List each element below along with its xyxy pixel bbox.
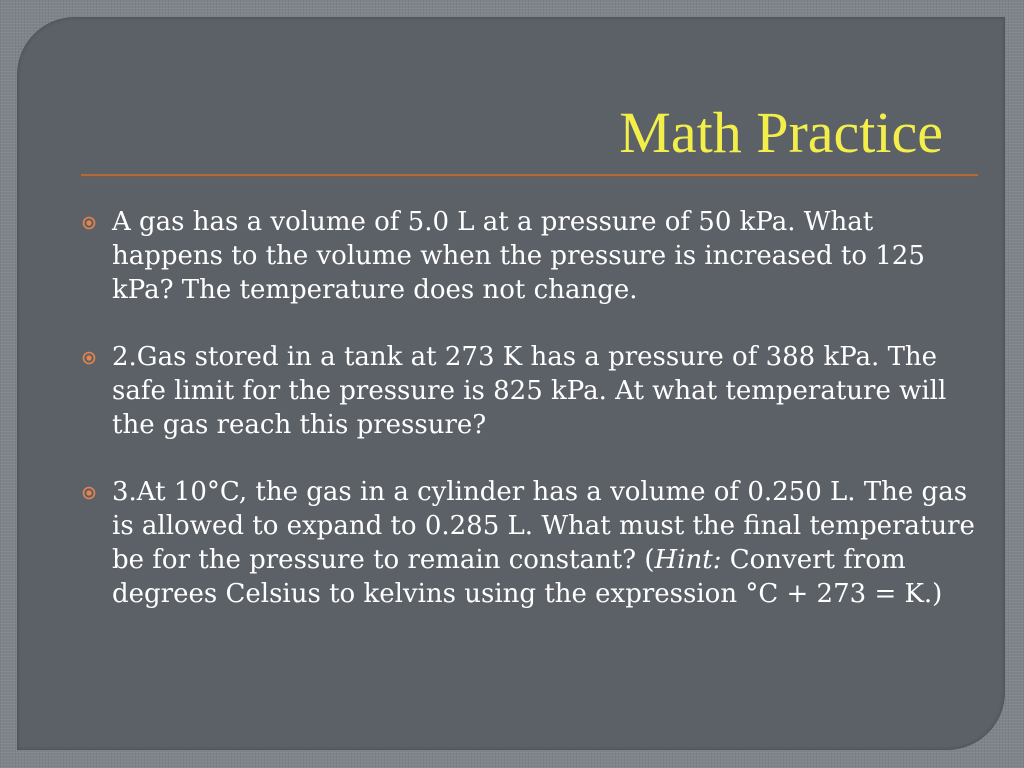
bullet-item-1 [77,205,982,307]
bullet-text-3-before: 3.At 10°C, the gas in a cylinder has a volume of 0.250 L. The gas is allowed to expand to 0.285 L. What must the final temperature be for the pressure to remain constant? ( [112,477,975,575]
slide-panel [17,17,1005,750]
bullet-text-2: 2.Gas stored in a tank at 273 K has a pressure of 388 kPa. The safe limit for the pressure is 825 kPa. At what temperature will the gas reach this pressure? [112,342,947,440]
bullet-item-2 [77,340,982,442]
circle-dot-icon [82,486,96,500]
circle-dot-icon [82,216,96,230]
bullet-text-1: A gas has a volume of 5.0 L at a pressure of 50 kPa. What happens to the volume when the pressure is increased to 125 kPa? The temperature does not change. [112,207,925,305]
bullet-item-3 [77,475,982,611]
hint-label: Hint: [654,545,722,575]
circle-dot-icon [82,351,96,365]
title-divider [81,174,978,177]
bullet-text-3-after: Convert from degrees Celsius to kelvins using the expression °C + 273 = K.) [112,545,943,609]
slide-title: Math Practice [619,100,943,165]
bullet-list [77,205,982,644]
